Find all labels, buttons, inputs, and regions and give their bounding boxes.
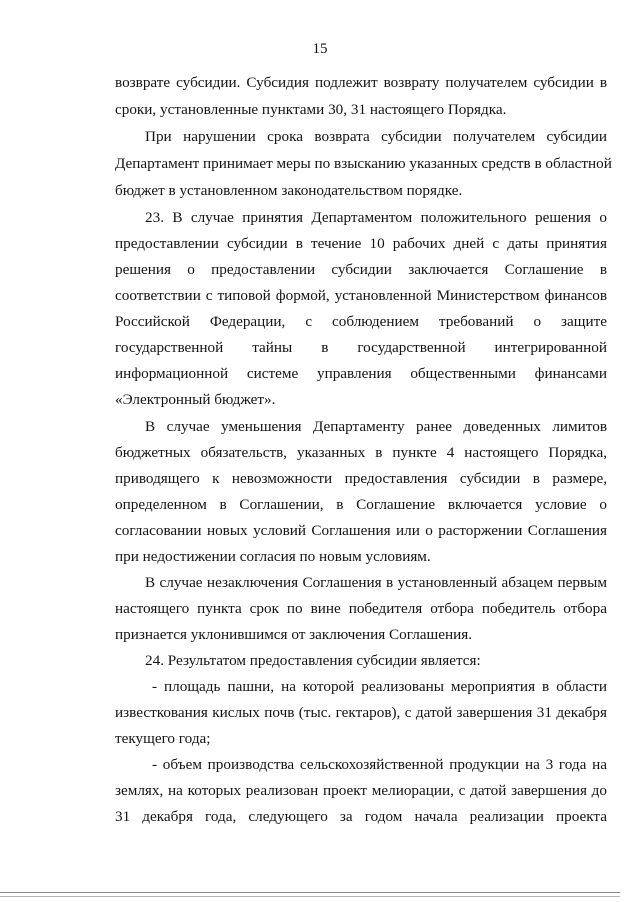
- text-line-16: приводящего к невозможности предоставления субсидии в размере,: [115, 470, 607, 487]
- text-line-25: известкования кислых почв (тыс. гектаров), с датой завершения 31 декабря: [115, 704, 607, 721]
- text-line-22: признается уклонившимся от заключения Соглашения.: [115, 626, 473, 643]
- text-line-9: соответствии с типовой формой, установленной Министерством финансов: [115, 287, 607, 304]
- text-line-24: - площадь пашни, на которой реализованы мероприятия в области: [152, 678, 607, 695]
- text-line-17: определенном в Соглашении, в Соглашение включается условие о: [115, 496, 607, 513]
- scan-edge-line: [0, 892, 620, 893]
- text-line-20: В случае незаключения Соглашения в установленный абзацем первым: [145, 574, 607, 591]
- text-line-4: Департамент принимает меры по взысканию указанных средств в областной: [115, 155, 612, 172]
- text-line-29: 31 декабря года, следующего за годом начала реализации проекта: [115, 808, 607, 825]
- text-line-28: землях, на которых реализован проект мелиорации, с датой завершения до: [115, 782, 607, 799]
- text-line-12: информационной системе управления общественными финансами: [115, 365, 607, 382]
- text-line-21: настоящего пункта срок по вине победителя отбора победитель отбора: [115, 600, 607, 617]
- text-line-23: 24. Результатом предоставления субсидии является:: [145, 652, 481, 669]
- text-line-3: При нарушении срока возврата субсидии получателем субсидии: [145, 128, 607, 145]
- text-line-26: текущего года;: [115, 730, 211, 747]
- text-line-7: предоставлении субсидии в течение 10 рабочих дней с даты принятия: [115, 235, 607, 252]
- text-line-15: бюджетных обязательств, указанных в пункте 4 настоящего Порядка,: [115, 444, 607, 461]
- text-line-13: «Электронный бюджет».: [115, 391, 276, 408]
- text-line-1: возврате субсидии. Субсидия подлежит возврату получателем субсидии в: [115, 74, 607, 91]
- scan-edge-line-secondary: [0, 896, 620, 897]
- page-number: 15: [312, 41, 328, 57]
- text-line-14: В случае уменьшения Департаменту ранее доведенных лимитов: [145, 418, 607, 435]
- text-line-27: - объем производства сельскохозяйственной продукции на 3 года на: [152, 756, 607, 773]
- text-line-11: государственной тайны в государственной интегрированной: [115, 339, 607, 356]
- text-line-6: 23. В случае принятия Департаментом положительного решения о: [145, 209, 607, 226]
- text-line-8: решения о предоставлении субсидии заключается Соглашение в: [115, 261, 607, 278]
- text-line-5: бюджет в установленном законодательством порядке.: [115, 182, 463, 199]
- text-line-18: согласовании новых условий Соглашения или о расторжении Соглашения: [115, 522, 607, 539]
- text-line-2: сроки, установленные пунктами 30, 31 настоящего Порядка.: [115, 101, 507, 118]
- text-line-19: при недостижении согласия по новым условиям.: [115, 548, 431, 565]
- text-line-10: Российской Федерации, с соблюдением требований о защите: [115, 313, 607, 330]
